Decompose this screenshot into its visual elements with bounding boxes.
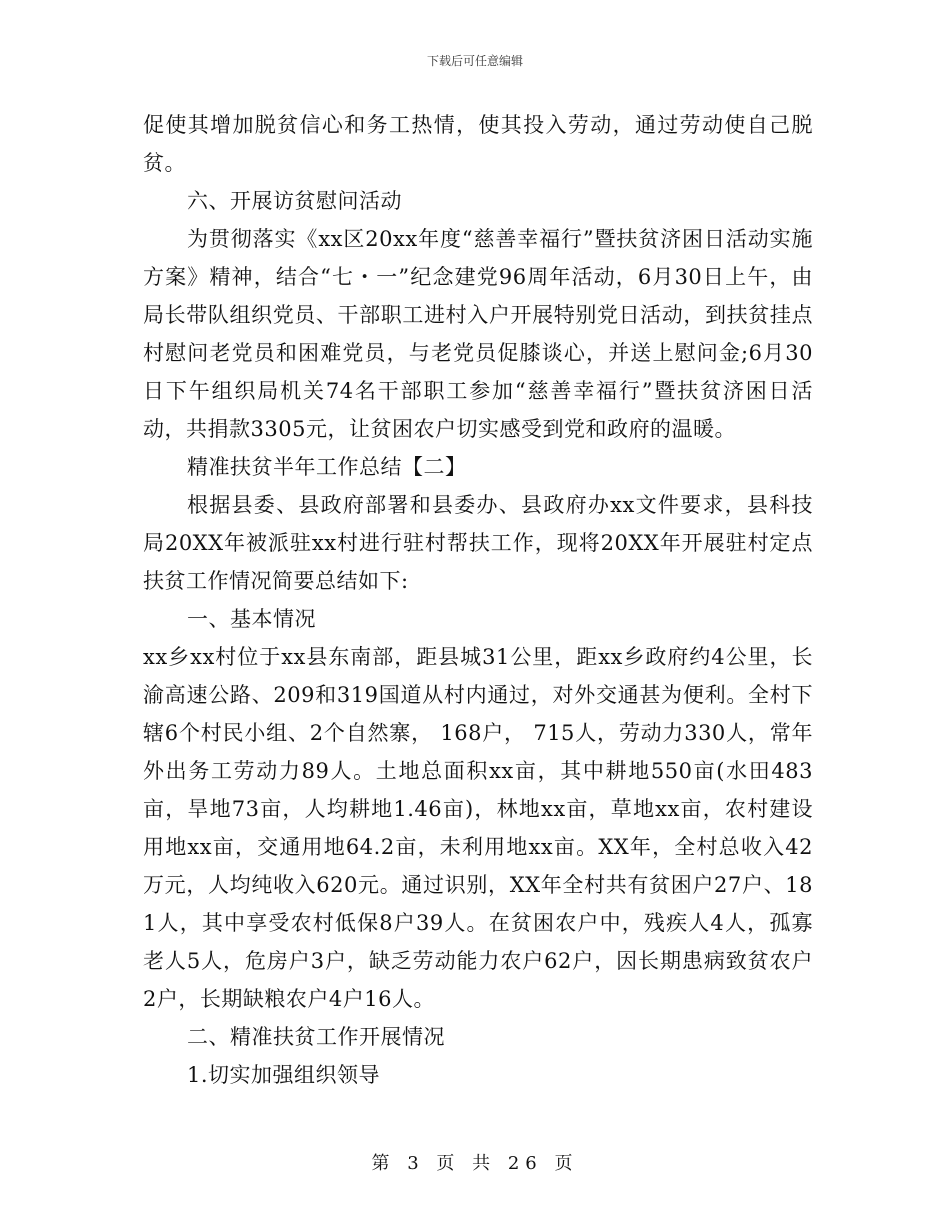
sub-heading: 1.切实加强组织领导 [187,1063,381,1087]
paragraph: 根据县委、县政府部署和县委办、县政府办xx文件要求，县科技局20XX年被派驻xx村进行驻村帮扶工作，现将20XX年开展驻村定点扶贫工作情况简要总结如下: [143,493,813,593]
paragraph: xx乡xx村位于xx县东南部，距县城31公里，距xx乡政府约4公里，长渝高速公路、209和319国道从村内通过，对外交通甚为便利。全村下辖6个村民小组、2个自然寨， 168户， 715人，劳动力330人，常年外出务工劳动力89人。土地总面积xx亩，其中耕地550亩(水田483亩，旱地73亩，人均耕地1.46亩)，林地xx亩，草地xx亩，农村建设用地xx亩，交通用地64.2亩，未利用地xx亩。XX年，全村总收入42万元，人均纯收入620元。通过识别，XX年全村共有贫困户27户、181人，其中享受农村低保8户39人。在贫困农户中，残疾人4人，孤寡老人5人，危房户3户，缺乏劳动能力农户62户，因长期患病致贫农户2户，长期缺粮农户4户16人。 [143,645,813,1011]
section-heading: 六、开展访贫慰问活动 [187,189,402,213]
paragraph: 促使其增加脱贫信心和务工热情，使其投入劳动，通过劳动使自己脱贫。 [143,113,813,175]
section-heading: 一、基本情况 [187,607,316,631]
section-heading: 二、精准扶贫工作开展情况 [187,1025,445,1049]
section-heading: 精准扶贫半年工作总结【二】 [187,455,467,479]
paragraph: 为贯彻落实《xx区20xx年度“慈善幸福行”暨扶贫济困日活动实施方案》精神，结合“七・一”纪念建党96周年活动，6月30日上午，由局长带队组织党员、干部职工进村入户开展特别党日活动，到扶贫挂点村慰问老党员和困难党员，与老党员促膝谈心，并送上慰问金;6月30日下午组织局机关74名干部职工参加“慈善幸福行”暨扶贫济困日活动，共捐款3305元，让贫困农户切实感受到党和政府的温暖。 [143,227,813,441]
page-header: 下载后可任意编辑 [426,54,523,68]
page-footer: 第 3 页 共 26 页 [371,1153,579,1174]
document-body [143,106,813,1094]
